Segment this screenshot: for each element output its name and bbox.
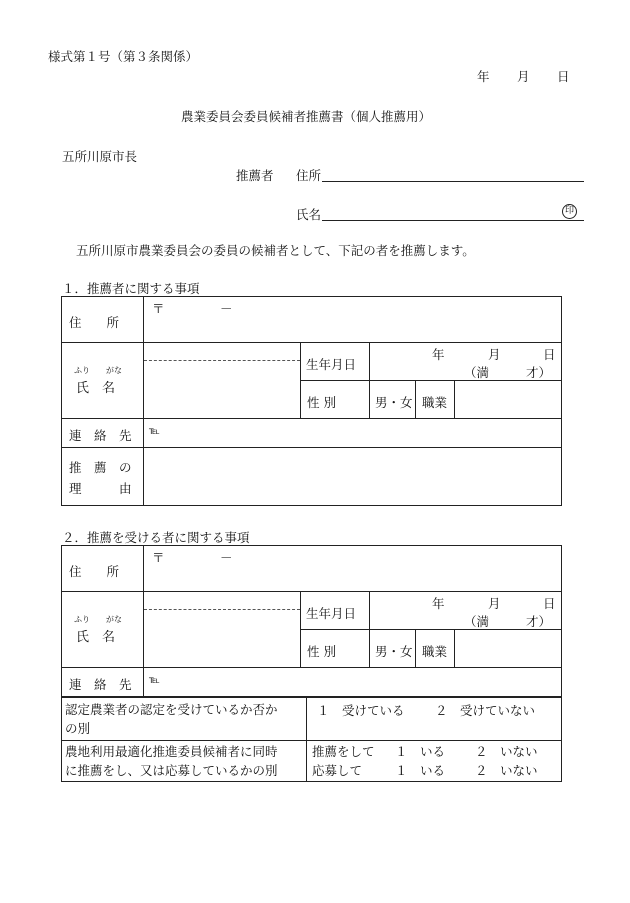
s1-age-close: 才） bbox=[526, 365, 552, 380]
s1-contact-label: 連 絡 先 bbox=[69, 428, 132, 443]
s2-birth-field[interactable] bbox=[370, 592, 562, 630]
s1-birth-day: 日 bbox=[543, 347, 556, 362]
s1-tel-mark: ℡ bbox=[149, 426, 160, 437]
s2-birth-day: 日 bbox=[543, 596, 556, 611]
section2-heading: ２．推薦を受ける者に関する事項 bbox=[62, 530, 250, 545]
s1-birth-label: 生年月日 bbox=[306, 357, 357, 372]
s2-furigana-fu: ふり bbox=[74, 615, 90, 624]
s1-job-label-cell bbox=[416, 381, 455, 419]
s1-birth-month: 月 bbox=[488, 347, 501, 362]
s2-dual-options-cell bbox=[307, 741, 562, 782]
s1-reason-field[interactable] bbox=[144, 448, 562, 506]
s1-reason-label-cell bbox=[62, 448, 144, 506]
s2-sex-label: 性 別 bbox=[307, 644, 336, 659]
s2-contact-label-cell bbox=[62, 668, 144, 697]
s2-sex-options-cell[interactable] bbox=[370, 630, 416, 668]
date-year: 年 bbox=[477, 69, 490, 84]
recommender-address-label: 住所 bbox=[296, 168, 322, 183]
s1-address-label-cell bbox=[62, 297, 144, 343]
s2-certified-opt2[interactable]: ２ 受けていない bbox=[435, 703, 536, 718]
s1-address-field[interactable] bbox=[144, 297, 562, 343]
s2-furigana-divider bbox=[144, 609, 300, 610]
s1-contact-field[interactable] bbox=[144, 419, 562, 448]
s2-name-field[interactable] bbox=[144, 592, 301, 668]
s1-sex-label: 性 別 bbox=[307, 395, 336, 410]
s1-contact-label-cell bbox=[62, 419, 144, 448]
s1-address-label: 住 所 bbox=[69, 315, 120, 330]
s2-dual-label-cell bbox=[62, 741, 307, 782]
s1-postal-mark: 〒 bbox=[152, 301, 165, 316]
s1-postal-dash: － bbox=[220, 301, 233, 316]
s1-furigana-divider bbox=[144, 360, 300, 361]
s2-dual-row2-opt1[interactable]: １ いる bbox=[395, 763, 446, 778]
s2-certified-label-2: の別 bbox=[65, 721, 91, 736]
s2-birth-year: 年 bbox=[432, 596, 445, 611]
s2-certified-opt1[interactable]: １ 受けている bbox=[317, 703, 405, 718]
s2-postal-mark: 〒 bbox=[152, 550, 165, 565]
s1-birth-label-cell bbox=[301, 343, 370, 381]
s2-address-label: 住 所 bbox=[69, 564, 120, 579]
s1-sex-label-cell bbox=[301, 381, 370, 419]
s2-address-field[interactable] bbox=[144, 546, 562, 592]
s1-furigana-gana: がな bbox=[106, 366, 122, 375]
s2-job-label: 職業 bbox=[422, 644, 448, 659]
s1-reason-label-1: 推 薦 の bbox=[69, 460, 132, 475]
s2-dual-label-2: に推薦をし、又は応募しているかの別 bbox=[65, 763, 278, 778]
s2-age-close: 才） bbox=[526, 614, 552, 629]
s2-dual-row1-opt2[interactable]: ２ いない bbox=[475, 744, 538, 759]
s2-certified-options-cell bbox=[307, 698, 562, 741]
recommender-address-line[interactable] bbox=[322, 181, 584, 182]
section1-table bbox=[61, 296, 562, 506]
s2-address-label-cell bbox=[62, 546, 144, 592]
date-month: 月 bbox=[517, 69, 530, 84]
s2-certified-label-1: 認定農業者の認定を受けているか否か bbox=[65, 702, 278, 717]
recommender-name-label: 氏名 bbox=[296, 207, 322, 222]
date-day: 日 bbox=[557, 69, 570, 84]
s2-dual-row1-opt1[interactable]: １ いる bbox=[395, 744, 446, 759]
s2-age-open: （満 bbox=[464, 614, 490, 629]
section2-extra-table bbox=[61, 697, 562, 782]
s2-postal-dash: － bbox=[220, 550, 233, 565]
s1-birth-year: 年 bbox=[432, 347, 445, 362]
s2-contact-field[interactable] bbox=[144, 668, 562, 697]
s1-sex-options[interactable]: 男・女 bbox=[375, 395, 413, 410]
form-number: 様式第１号（第３条関係） bbox=[48, 49, 199, 64]
s2-tel-mark: ℡ bbox=[149, 675, 160, 686]
s2-birth-label: 生年月日 bbox=[306, 606, 357, 621]
section1-heading: １．推薦者に関する事項 bbox=[62, 281, 200, 296]
section2-table bbox=[61, 545, 562, 697]
s2-job-label-cell bbox=[416, 630, 455, 668]
s2-name-label: 氏 名 bbox=[76, 630, 116, 645]
statement: 五所川原市農業委員会の委員の候補者として、下記の者を推薦します。 bbox=[76, 243, 475, 258]
s1-job-label: 職業 bbox=[422, 395, 448, 410]
recommender-label: 推薦者 bbox=[236, 168, 274, 183]
s2-contact-label: 連 絡 先 bbox=[69, 677, 132, 692]
s2-job-field[interactable] bbox=[455, 630, 562, 668]
s1-sex-options-cell[interactable] bbox=[370, 381, 416, 419]
s2-dual-row2-head: 応募して bbox=[312, 763, 363, 778]
s2-name-label-cell bbox=[62, 592, 144, 668]
seal-mark: 印 bbox=[562, 204, 577, 219]
s1-reason-label-2: 理 由 bbox=[69, 481, 132, 496]
s1-name-field[interactable] bbox=[144, 343, 301, 419]
s2-certified-label-cell bbox=[62, 698, 307, 741]
s2-dual-row2-opt2[interactable]: ２ いない bbox=[475, 763, 538, 778]
recommender-name-line[interactable] bbox=[322, 220, 584, 221]
s2-sex-label-cell bbox=[301, 630, 370, 668]
s2-furigana-gana: がな bbox=[106, 615, 122, 624]
s1-age-open: （満 bbox=[464, 365, 490, 380]
addressee: 五所川原市長 bbox=[62, 149, 138, 164]
s1-name-label: 氏 名 bbox=[76, 381, 116, 396]
s2-birth-label-cell bbox=[301, 592, 370, 630]
s1-birth-field[interactable] bbox=[370, 343, 562, 381]
s2-birth-month: 月 bbox=[488, 596, 501, 611]
s2-dual-row1-head: 推薦をして bbox=[312, 744, 375, 759]
page-title: 農業委員会委員候補者推薦書（個人推薦用） bbox=[181, 109, 432, 124]
s2-sex-options[interactable]: 男・女 bbox=[375, 644, 413, 659]
s1-name-label-cell bbox=[62, 343, 144, 419]
s1-job-field[interactable] bbox=[455, 381, 562, 419]
s2-dual-label-1: 農地利用最適化推進委員候補者に同時 bbox=[65, 744, 278, 759]
s1-furigana-fu: ふり bbox=[74, 366, 90, 375]
